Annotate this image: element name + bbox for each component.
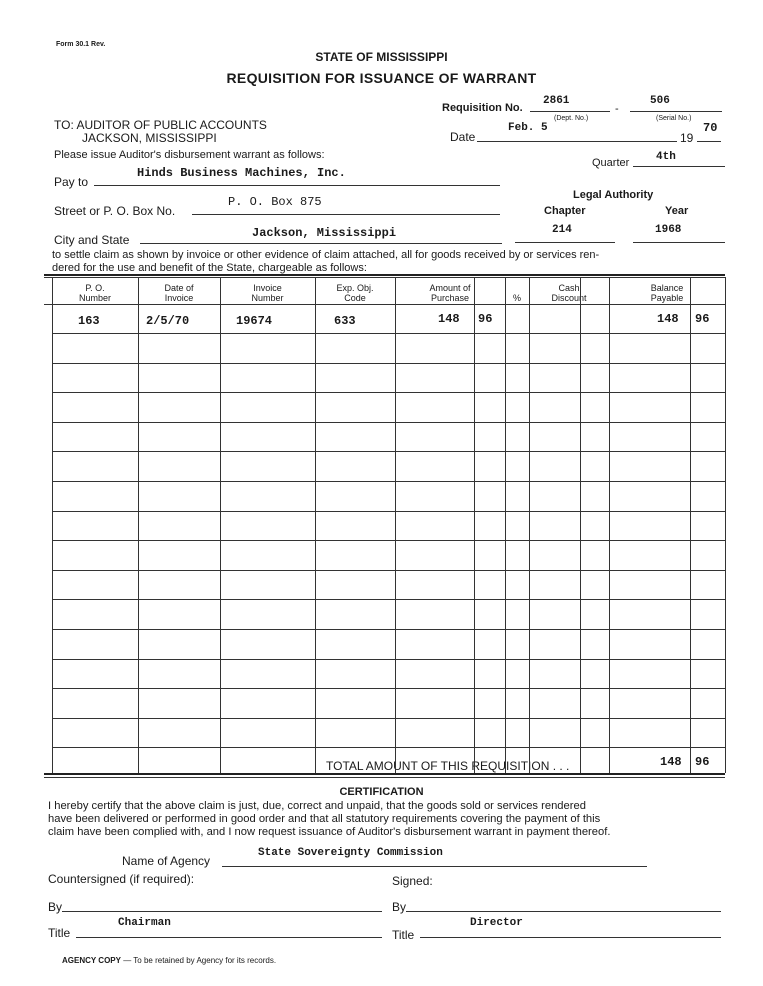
row-1-balance-dollars: 148	[657, 312, 679, 326]
settle-text-line-2: dered for the use and benefit of the State, chargeable as follows:	[52, 262, 367, 274]
date-label: Date	[450, 130, 476, 144]
dept-number: 2861	[543, 95, 570, 107]
header-po-number: P. O. Number	[78, 283, 111, 303]
state-title: STATE OF MISSISSIPPI	[315, 50, 448, 64]
addressee-line-2: JACKSON, MISSISSIPPI	[82, 131, 217, 145]
row-1-exp-obj-code: 633	[334, 314, 356, 328]
pay-to-value: Hinds Business Machines, Inc.	[137, 166, 346, 180]
chapter-label: Chapter	[544, 205, 586, 217]
total-dollars: 148	[660, 755, 682, 769]
certification-line-3: claim have been complied with, and I now request issuance of Auditor's disbursement warrant in payment thereof.	[48, 826, 611, 838]
header-date-of-invoice: Date of Invoice	[164, 283, 194, 303]
footer-copy-label: AGENCY COPY	[62, 956, 121, 965]
right-title-label: Title	[392, 928, 415, 942]
left-title-label: Title	[48, 926, 71, 940]
header-exp-obj-code: Exp. Obj. Code	[336, 283, 374, 303]
agency-label: Name of Agency	[122, 854, 211, 868]
header-percent: %	[512, 293, 521, 303]
chapter-value: 214	[552, 224, 572, 236]
footer-note	[62, 956, 276, 965]
year-suffix: 70	[703, 121, 718, 135]
serial-caption: (Serial No.)	[656, 115, 692, 122]
signed-label: Signed:	[392, 874, 433, 888]
right-title-value: Director	[470, 917, 523, 929]
legal-authority-label: Legal Authority	[573, 189, 654, 201]
row-1-date-of-invoice: 2/5/70	[146, 314, 190, 328]
header-cash-discount: Cash Discount	[551, 283, 587, 303]
city-value: Jackson, Mississippi	[252, 226, 397, 240]
right-by-label: By	[392, 900, 407, 914]
row-1-invoice-number: 19674	[236, 314, 273, 328]
row-1-amount-dollars: 148	[438, 312, 460, 326]
row-1-balance-cents: 96	[695, 312, 710, 326]
street-label: Street or P. O. Box No.	[54, 204, 176, 218]
left-title-value: Chairman	[118, 917, 171, 929]
certification-line-2: have been delivered or performed in good order and that all statutory requirements covering the payment of this	[48, 813, 601, 825]
left-by-label: By	[48, 900, 63, 914]
addressee-line-1: TO: AUDITOR OF PUBLIC ACCOUNTS	[54, 118, 267, 132]
row-1-amount-cents: 96	[478, 312, 493, 326]
settle-text-line-1: to settle claim as shown by invoice or other evidence of claim attached, all for goods received by or services ren-	[52, 249, 600, 261]
form-number: Form 30.1 Rev.	[56, 41, 106, 48]
row-1-po-number: 163	[78, 314, 100, 328]
header-balance-payable: Balance Payable	[650, 283, 684, 303]
pay-to-label: Pay to	[54, 175, 89, 189]
certification-heading: CERTIFICATION	[339, 786, 424, 798]
total-cents: 96	[695, 755, 710, 769]
date-value: Feb. 5	[508, 122, 548, 134]
instruction-text: Please issue Auditor's disbursement warrant as follows:	[54, 149, 325, 161]
header-invoice-number: Invoice Number	[251, 283, 284, 303]
total-label: TOTAL AMOUNT OF THIS REQUISITION . . .	[326, 759, 570, 773]
requisition-label: Requisition No.	[442, 102, 523, 114]
dept-caption: (Dept. No.)	[554, 115, 589, 122]
agency-value: State Sovereignty Commission	[258, 847, 443, 859]
countersigned-label: Countersigned (if required):	[48, 872, 195, 886]
quarter-value: 4th	[656, 151, 676, 163]
city-label: City and State	[54, 233, 130, 247]
serial-number: 506	[650, 95, 670, 107]
year-prefix: 19	[680, 131, 694, 145]
header-amount-of-purchase: Amount of Purchase	[429, 283, 471, 303]
certification-line-1: I hereby certify that the above claim is just, due, correct and unpaid, that the goods sold or services rendered	[48, 800, 586, 812]
legal-year-label: Year	[665, 205, 689, 217]
document-title: REQUISITION FOR ISSUANCE OF WARRANT	[226, 70, 537, 86]
street-value: P. O. Box 875	[228, 195, 322, 209]
quarter-label: Quarter	[592, 157, 630, 169]
footer-copy-text: — To be retained by Agency for its records.	[123, 956, 277, 965]
legal-year-value: 1968	[655, 224, 682, 236]
